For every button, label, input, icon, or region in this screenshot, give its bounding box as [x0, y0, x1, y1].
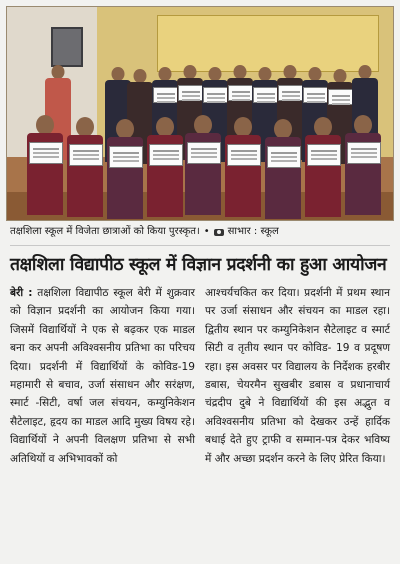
certificate: [307, 144, 341, 166]
person-head: [36, 115, 54, 135]
caption-separator: •: [203, 226, 210, 237]
caption-text: तक्षशिला स्कूल में विजेता छात्राओं को किया पुरस्कृत।: [10, 226, 200, 237]
divider: [10, 245, 390, 246]
article-column-1-text: तक्षशिला विद्यापीठ स्कूल बेरी में शुक्रवार को विज्ञान प्रदर्शनी का आयोजन किया गया। जिसमें विद्यार्थियों ने एक से बढ़कर एक माडल बना कर अपनी अविश्वसनीय प्रतिभा का परिचय दिया। प्रदर्शनी में विद्यार्थियों के कोविड-19 महामारी से बचाव, उर्जा संसाधन और सरंक्षण, स्मार्ट -सिटी, वर्षा जल संचयन, कम्युनिकेशन सैटेलाइट, हृदय का माडल आदि मुख्य विषय रहे। विद्यार्थियों ने अपनी विलक्षण प्रतिभा से सभी अतिथियों व अभिभावकों को: [10, 287, 195, 465]
article-column-2: [205, 284, 390, 468]
article-column-2-text: आश्चर्यचकित कर दिया। प्रदर्शनी में प्रथम स्थान पर उर्जा संसाधन और संचयन का माडल रहा। द्वितीय स्थान पर कम्युनिकेशन सैटेलाइट व स्मार्ट सिटी व तृतीय स्थान पर कोविड- 19 व प्रदूषण रहा। इस अवसर पर विद्यालय के निर्देशक हरबीर डबास, चेयरमैन सुखबीर डबास व प्रधानाचार्य चंद्रदीप दुबे ने विद्यार्थियों की इस अद्भुत व अविश्वसनीय प्रतिभा को देखकर उन्हें हार्दिक बधाई देते हुए ट्राफी व सम्मान-पत्र देकर भविष्य में और अच्छा प्रदर्शन करने के लिए प्रेरित किया।: [205, 287, 390, 465]
person-figure: [265, 119, 301, 219]
person-figure: [305, 117, 341, 217]
person-head: [314, 117, 332, 137]
certificate: [253, 87, 278, 103]
dateline: बेरी :: [10, 287, 33, 299]
person-figure: [345, 115, 381, 215]
certificate: [328, 89, 353, 105]
article-body: [10, 284, 390, 468]
certificate: [347, 142, 381, 164]
headline: तक्षशिला विद्यापीठ स्कूल में विज्ञान प्रदर्शनी का हुआ आयोजन: [10, 255, 387, 275]
person-head: [274, 119, 292, 139]
person-figure: [107, 119, 143, 219]
person-head: [76, 117, 94, 137]
certificate: [227, 144, 261, 166]
article-column-1: [10, 284, 195, 468]
certificate: [149, 144, 183, 166]
person-figure: [225, 117, 261, 217]
caption-source: साभार : स्कूल: [227, 226, 279, 237]
person-figure: [147, 117, 183, 217]
person-head: [156, 117, 174, 137]
person-head: [354, 115, 372, 135]
news-photo: [6, 6, 394, 221]
certificate: [303, 87, 328, 103]
certificate: [228, 85, 253, 101]
certificate: [178, 85, 203, 101]
person-figure: [67, 117, 103, 217]
person-figure: [185, 115, 221, 215]
person-figure: [27, 115, 63, 215]
certificate: [203, 87, 228, 103]
certificate: [267, 146, 301, 168]
photo-wall-banner: [157, 15, 379, 72]
person-head: [234, 117, 252, 137]
camera-icon: [214, 229, 224, 236]
certificate: [278, 85, 303, 101]
photo-caption: [10, 225, 390, 239]
person-head: [116, 119, 134, 139]
certificate: [29, 142, 63, 164]
certificate: [153, 87, 178, 103]
person-head: [194, 115, 212, 135]
certificate: [109, 146, 143, 168]
photo-wall-frame: [51, 27, 83, 67]
certificate: [69, 144, 103, 166]
certificate: [187, 142, 221, 164]
